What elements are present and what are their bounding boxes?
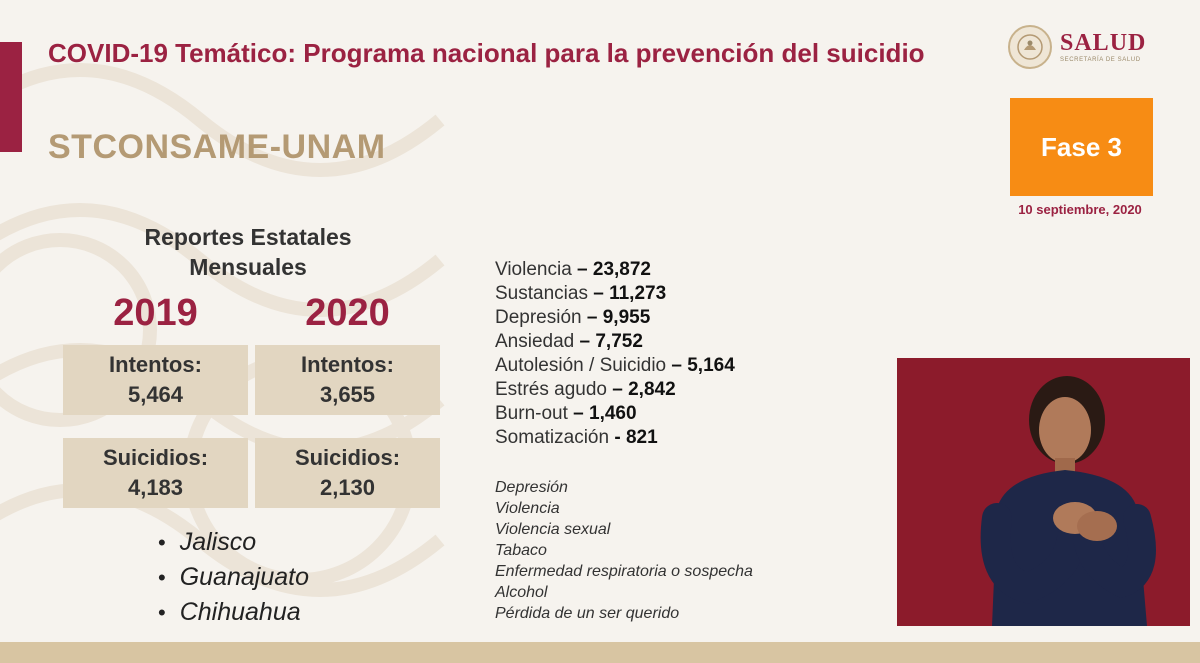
- intentos-label: Intentos:: [301, 352, 394, 377]
- topic-value: 23,872: [592, 259, 652, 280]
- topic-label: Violencia: [495, 259, 572, 280]
- topic-sep: -: [609, 427, 626, 448]
- topic-label: Sustancias: [495, 283, 588, 304]
- factor-item: Violencia: [495, 500, 560, 517]
- suicidios-value: 2,130: [319, 475, 376, 500]
- factor-item: Violencia sexual: [495, 521, 611, 538]
- topic-item: [495, 378, 735, 402]
- salud-logo: [1008, 22, 1168, 72]
- logo-name: SALUD: [1060, 30, 1147, 56]
- topic-item: [495, 282, 735, 306]
- topic-value: 5,164: [687, 355, 735, 376]
- topic-sep: –: [567, 403, 589, 424]
- topic-label: Autolesión / Suicidio: [495, 355, 667, 376]
- topic-value: 7,752: [595, 331, 643, 352]
- suicidios-2020-box: [255, 438, 440, 508]
- state-item: • Chihuahua: [158, 595, 309, 630]
- state-item: • Guanajuato: [158, 560, 309, 595]
- topics-list: [495, 258, 735, 450]
- topic-label: Estrés agudo: [495, 379, 607, 400]
- factor-item: Alcohol: [495, 584, 548, 601]
- reports-header-line2: Mensuales: [189, 254, 307, 280]
- topic-label: Somatización: [495, 427, 610, 448]
- accent-bar: [0, 42, 22, 152]
- suicidios-label: Suicidios:: [294, 445, 401, 470]
- topic-value: 11,273: [609, 283, 667, 304]
- page-subtitle: STCONSAME-UNAM: [48, 128, 386, 166]
- topic-sep: –: [666, 355, 688, 376]
- factor-item: Tabaco: [495, 542, 547, 559]
- suicidios-value: 4,183: [127, 475, 184, 500]
- topic-item: [495, 426, 735, 450]
- states-list: [158, 525, 309, 630]
- topic-value: 2,842: [628, 379, 676, 400]
- intentos-value: 3,655: [319, 382, 376, 407]
- factor-item: Enfermedad respiratoria o sospecha: [495, 563, 753, 580]
- logo-tagline: SECRETARÍA DE SALUD: [1060, 57, 1141, 63]
- interpreter-figure: [897, 358, 1190, 626]
- topic-label: Burn-out: [495, 403, 568, 424]
- topic-value: 9,955: [602, 307, 651, 328]
- topic-sep: –: [587, 283, 610, 304]
- reports-header-line1: Reportes Estatales: [144, 224, 352, 250]
- suicidios-label: Suicidios:: [102, 445, 209, 470]
- topic-sep: –: [606, 379, 629, 400]
- suicidios-2019-box: [63, 438, 248, 508]
- topic-item: [495, 330, 735, 354]
- factor-item: Depresión: [495, 479, 568, 496]
- topic-sep: –: [581, 307, 603, 328]
- intentos-label: Intentos:: [109, 352, 202, 377]
- page-title: COVID-19 Temático: Programa nacional para la prevención del suicidio: [48, 38, 925, 68]
- topic-value: 821: [625, 427, 658, 448]
- reports-header: [100, 222, 396, 282]
- topic-item: [495, 354, 735, 378]
- topic-item: [495, 258, 735, 282]
- state-item: • Jalisco: [158, 525, 309, 560]
- sign-language-interpreter-video: [897, 358, 1190, 626]
- topic-sep: –: [574, 331, 596, 352]
- year-2019: 2019: [113, 292, 198, 334]
- topic-value: 1,460: [589, 403, 637, 424]
- topic-label: Ansiedad: [495, 331, 575, 352]
- year-2020: 2020: [305, 292, 390, 334]
- topic-sep: –: [571, 259, 593, 280]
- seal-icon: [1008, 25, 1052, 69]
- topic-label: Depresión: [495, 307, 582, 328]
- factors-list: [495, 477, 753, 624]
- intentos-2019-box: [63, 345, 248, 415]
- date-label: 10 septiembre, 2020: [1018, 202, 1142, 217]
- topic-item: [495, 306, 735, 330]
- intentos-value: 5,464: [127, 382, 184, 407]
- factor-item: Pérdida de un ser querido: [495, 605, 680, 622]
- topic-item: [495, 402, 735, 426]
- fase-badge: Fase 3: [1010, 98, 1153, 196]
- intentos-2020-box: [255, 345, 440, 415]
- bottom-strip: [0, 642, 1200, 663]
